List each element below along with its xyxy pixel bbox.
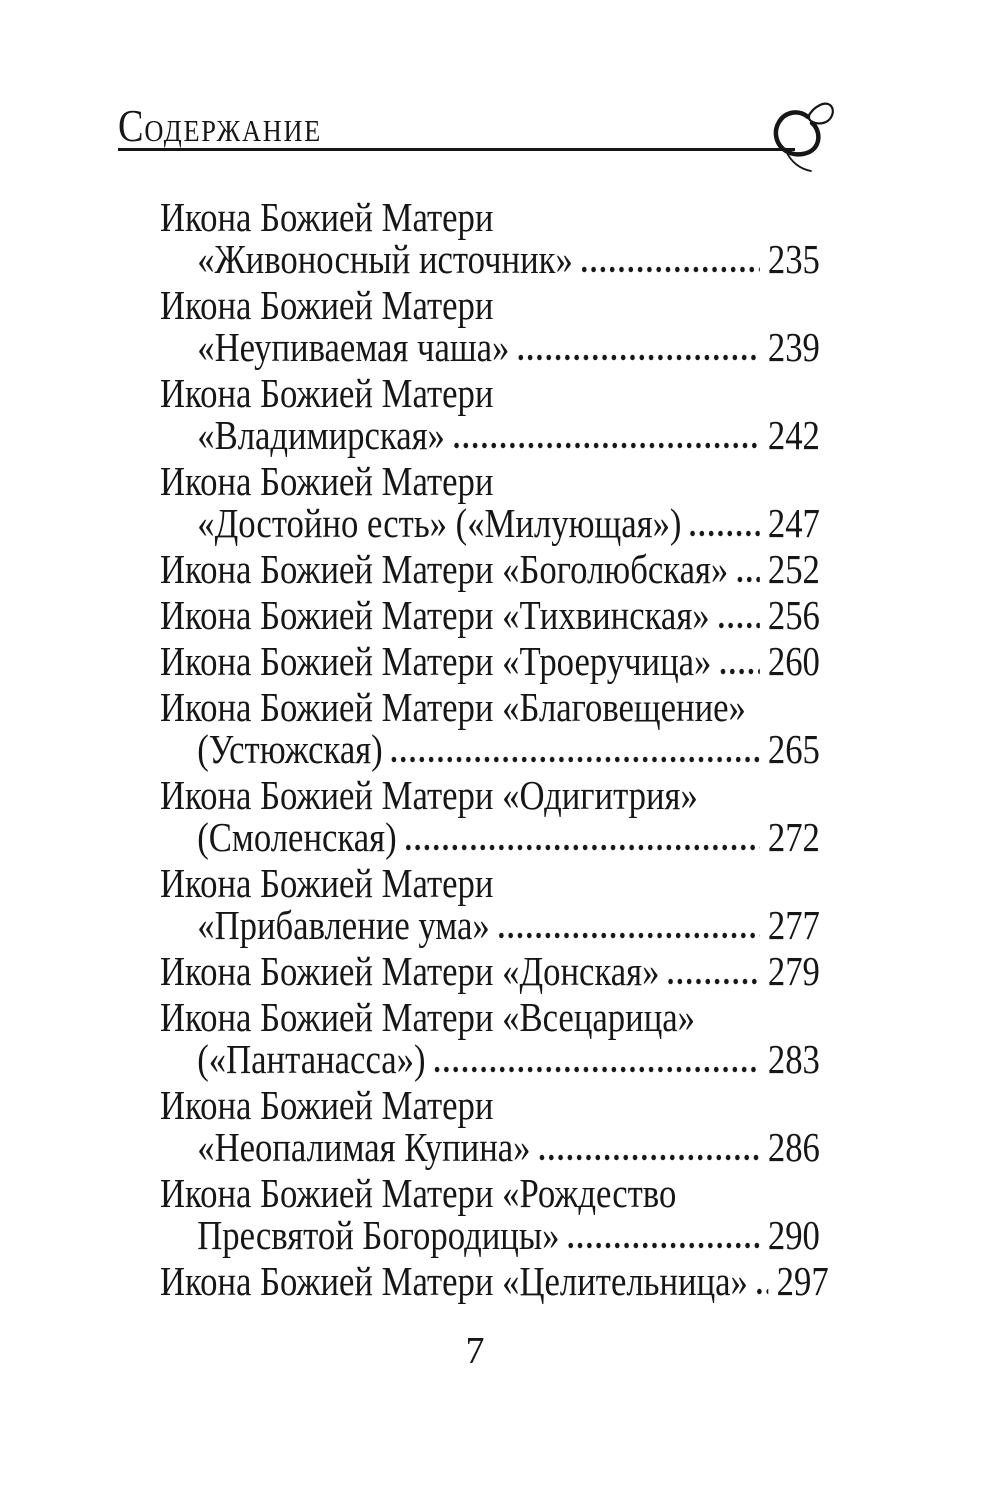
toc-entry-title: Икона Божией Матери «Одигитрия» bbox=[160, 772, 698, 818]
page-title: СОДЕРЖАНИЕ bbox=[118, 101, 322, 151]
toc-entry-line bbox=[160, 686, 820, 728]
toc-entry-line bbox=[160, 372, 820, 414]
toc-entry-line bbox=[160, 284, 820, 326]
toc-page-number: 272 bbox=[767, 814, 820, 860]
toc-page-number: 252 bbox=[767, 546, 820, 592]
toc-entry bbox=[160, 594, 820, 636]
dot-leader bbox=[716, 622, 759, 629]
toc-entry-title: Икона Божией Матери bbox=[160, 458, 494, 504]
toc-page-number: 277 bbox=[767, 902, 820, 948]
toc-entry-title: Икона Божией Матери «Тихвинская» bbox=[160, 592, 710, 638]
toc-entry bbox=[160, 284, 820, 368]
dot-leader bbox=[537, 1154, 759, 1161]
toc-entry-title: Икона Божией Матери «Рождество bbox=[160, 1170, 677, 1216]
toc-entry-title: Икона Божией Матери «Благовещение» bbox=[160, 684, 746, 730]
toc-entry-line bbox=[160, 904, 820, 946]
dot-leader bbox=[403, 844, 759, 851]
dot-leader bbox=[735, 576, 759, 583]
dot-leader bbox=[452, 442, 760, 449]
dot-leader bbox=[496, 932, 759, 939]
toc-entry-title: Икона Божией Матери bbox=[160, 282, 494, 328]
toc-entry-subtitle: «Неупиваемая чаша» bbox=[197, 324, 510, 370]
toc-page-number: 260 bbox=[767, 638, 820, 684]
toc-entry-line bbox=[160, 326, 820, 368]
toc-entry-title: Икона Божией Матери «Всецарица» bbox=[160, 994, 696, 1040]
dot-leader bbox=[688, 530, 759, 537]
toc-entry-line bbox=[160, 196, 820, 238]
toc-entry bbox=[160, 196, 820, 280]
dot-leader bbox=[580, 266, 760, 273]
toc-entry-line bbox=[160, 1126, 820, 1168]
footer-page-number: 7 bbox=[465, 1330, 485, 1372]
toc-entry-line bbox=[160, 1084, 820, 1126]
toc-entry-line bbox=[160, 1214, 820, 1256]
dot-leader bbox=[755, 1288, 769, 1295]
toc-entry-subtitle: (Устюжская) bbox=[197, 726, 383, 772]
toc-entry bbox=[160, 372, 820, 456]
toc-page-number: 235 bbox=[767, 236, 820, 282]
toc-entry-subtitle: Пресвятой Богородицы» bbox=[197, 1212, 560, 1258]
toc-page-number: 265 bbox=[767, 726, 820, 772]
toc-entry bbox=[160, 460, 820, 544]
dot-leader bbox=[666, 978, 759, 985]
toc-entry-line bbox=[160, 728, 820, 770]
toc-page-number: 239 bbox=[767, 324, 820, 370]
toc-entry-line bbox=[160, 816, 820, 858]
toc-entry-line bbox=[160, 950, 820, 992]
toc-entry-line bbox=[160, 1258, 829, 1304]
toc-entry bbox=[160, 1258, 829, 1304]
toc-entry-title: Икона Божией Матери «Донская» bbox=[160, 948, 660, 994]
toc-page-number: 279 bbox=[767, 948, 820, 994]
toc-entry-subtitle: «Владимирская» bbox=[197, 412, 445, 458]
dot-leader bbox=[566, 1242, 759, 1249]
toc-entry bbox=[160, 548, 820, 590]
flourish-icon bbox=[768, 96, 880, 178]
toc-page-number: 290 bbox=[767, 1212, 820, 1258]
toc-entry-line bbox=[160, 1172, 820, 1214]
toc-entry-subtitle: «Прибавление ума» bbox=[197, 902, 490, 948]
toc-entry-title: Икона Божией Матери bbox=[160, 194, 494, 240]
toc-entry-subtitle: «Неопалимая Купина» bbox=[197, 1124, 531, 1170]
toc-entry-line bbox=[160, 774, 820, 816]
toc-entry bbox=[160, 774, 820, 858]
toc-page-number: 286 bbox=[767, 1124, 820, 1170]
toc-entry bbox=[160, 1172, 820, 1256]
toc-page-number: 256 bbox=[767, 592, 820, 638]
toc-entry-line bbox=[160, 1038, 820, 1080]
toc-entry-title: Икона Божией Матери bbox=[160, 1082, 494, 1128]
toc-list bbox=[160, 194, 829, 1306]
toc-page-number: 283 bbox=[767, 1036, 820, 1082]
toc-entry bbox=[160, 862, 820, 946]
toc-entry-line bbox=[160, 238, 820, 280]
dot-leader bbox=[718, 668, 759, 675]
toc-entry-subtitle: «Живоносный источник» bbox=[197, 236, 573, 282]
toc-entry bbox=[160, 950, 820, 992]
dot-leader bbox=[516, 354, 759, 361]
toc-entry bbox=[160, 686, 820, 770]
toc-entry-line bbox=[160, 862, 820, 904]
toc-page-number: 242 bbox=[767, 412, 820, 458]
toc-page-number: 297 bbox=[776, 1258, 829, 1304]
toc-entry-subtitle: («Пантанасса») bbox=[197, 1036, 426, 1082]
toc-entry-title: Икона Божией Матери «Боголюбская» bbox=[160, 546, 729, 592]
toc-page-number: 247 bbox=[767, 500, 820, 546]
toc-entry-title: Икона Божией Матери «Целительница» bbox=[160, 1258, 748, 1304]
toc-entry-title: Икона Божией Матери bbox=[160, 370, 494, 416]
toc-entry-subtitle: «Достойно есть» («Милующая») bbox=[197, 500, 682, 546]
dot-leader bbox=[432, 1066, 759, 1073]
toc-entry-line bbox=[160, 640, 820, 682]
toc-entry-line bbox=[160, 502, 820, 544]
toc-entry-line bbox=[160, 460, 820, 502]
toc-entry-line bbox=[160, 548, 820, 590]
dot-leader bbox=[390, 756, 760, 763]
toc-entry-line bbox=[160, 996, 820, 1038]
toc-entry-title: Икона Божией Матери bbox=[160, 860, 494, 906]
toc-entry-subtitle: (Смоленская) bbox=[197, 814, 397, 860]
toc-entry-title: Икона Божией Матери «Троеручица» bbox=[160, 638, 712, 684]
toc-entry-line bbox=[160, 594, 820, 636]
toc-entry bbox=[160, 1084, 820, 1168]
header-rule bbox=[118, 148, 795, 151]
toc-entry-line bbox=[160, 414, 820, 456]
toc-entry bbox=[160, 996, 820, 1080]
toc-entry bbox=[160, 640, 820, 682]
